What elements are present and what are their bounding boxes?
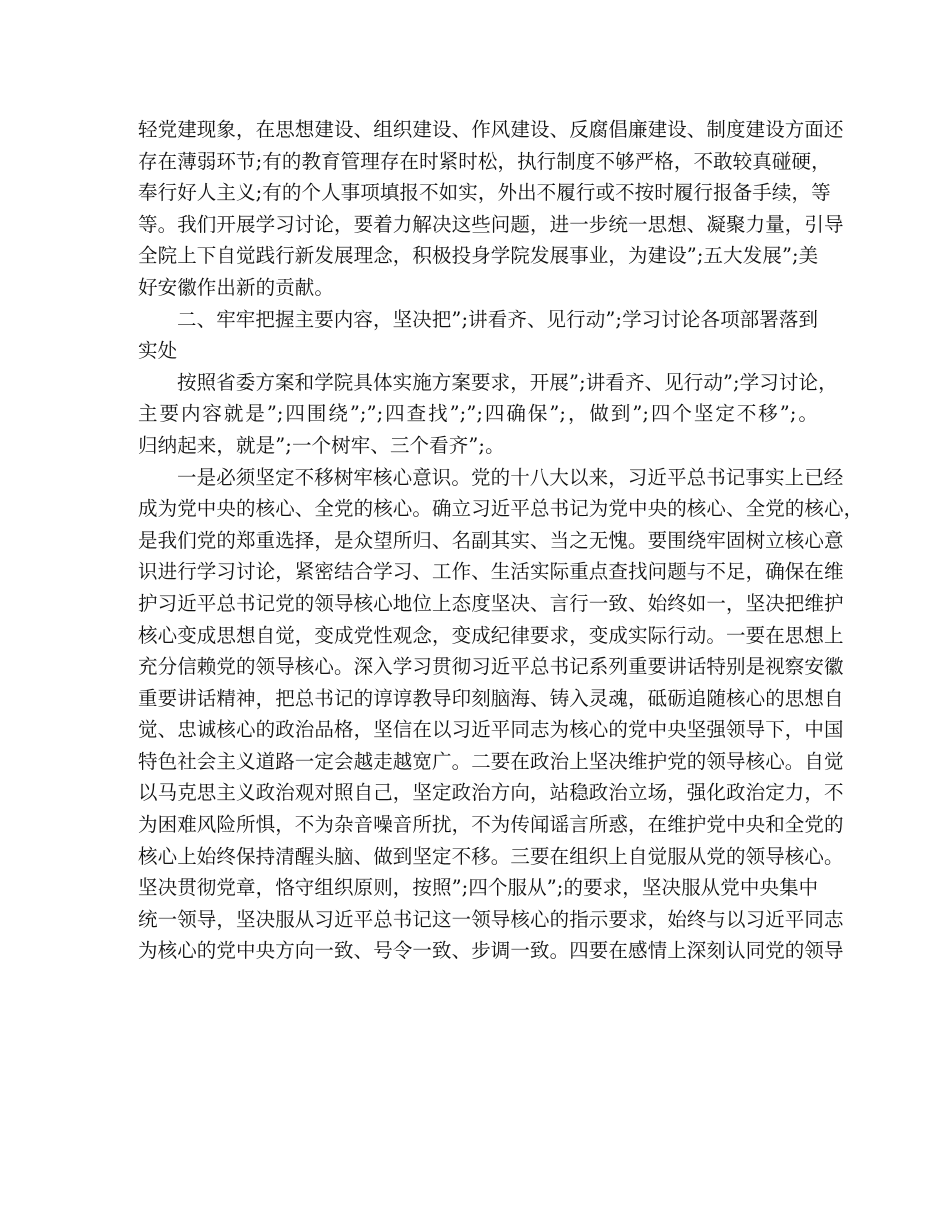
text-line: 以马克思主义政治观对照自己，坚定政治方向，站稳政治立场，强化政治定力，不 bbox=[138, 781, 844, 805]
text-line: 等。我们开展学习讨论，要着力解决这些问题，进一步统一思想、凝聚力量，引导 bbox=[138, 212, 844, 236]
text-line: 实处 bbox=[138, 339, 178, 363]
text-line: 觉、忠诚核心的政治品格，坚信在以习近平同志为核心的党中央坚强领导下，中国 bbox=[138, 718, 844, 742]
text-line: 为困难风险所惧，不为杂音噪音所扰，不为传闻谣言所惑，在维护党中央和全党的 bbox=[138, 813, 844, 837]
text-line: 全院上下自觉践行新发展理念，积极投身学院发展事业，为建设”;五大发展”;美 bbox=[138, 244, 819, 268]
text-line: 是我们党的郑重选择，是众望所归、名副其实、当之无愧。要围绕牢固树立核心意 bbox=[138, 528, 844, 552]
text-line: 为核心的党中央方向一致、号令一致、步调一致。四要在感情上深刻认同党的领导 bbox=[138, 939, 844, 963]
text-line: 特色社会主义道路一定会越走越宽广。二要在政治上坚决维护党的领导核心。自觉 bbox=[138, 749, 844, 773]
document-body-text bbox=[138, 114, 864, 967]
text-line: 奉行好人主义;有的个人事项填报不如实，外出不履行或不按时履行报备手续，等 bbox=[138, 181, 831, 205]
text-line: 统一领导，坚决服从习近平总书记这一领导核心的指示要求，始终与以习近平同志 bbox=[138, 907, 844, 931]
text-line: 存在薄弱环节;有的教育管理存在时紧时松，执行制度不够严格，不敢较真碰硬， bbox=[138, 149, 831, 173]
text-line: 主要内容就是”;四围绕”;”;四查找”;”;四确保”;，做到”;四个坚定不移”;。 bbox=[138, 402, 818, 426]
text-line: 成为党中央的核心、全党的核心。确立习近平总书记为党中央的核心、全党的核心， bbox=[138, 497, 864, 521]
text-line: 充分信赖党的领导核心。深入学习贯彻习近平总书记系列重要讲话特别是视察安徽 bbox=[138, 655, 844, 679]
text-line: 核心上始终保持清醒头脑、做到坚定不移。三要在组织上自觉服从党的领导核心。 bbox=[138, 844, 844, 868]
text-line: 轻党建现象，在思想建设、组织建设、作风建设、反腐倡廉建设、制度建设方面还 bbox=[138, 118, 844, 141]
text-line: 一是必须坚定不移树牢核心意识。党的十八大以来，习近平总书记事实上已经 bbox=[177, 465, 844, 489]
text-line: 按照省委方案和学院具体实施方案要求，开展”;讲看齐、见行动”;学习讨论， bbox=[177, 370, 838, 394]
text-line: 坚决贯彻党章，恪守组织原则，按照”;四个服从”;的要求，坚决服从党中央集中 bbox=[138, 876, 819, 900]
text-line: 二、牢牢把握主要内容，坚决把”;讲看齐、见行动”;学习讨论各项部署落到 bbox=[177, 307, 819, 331]
text-line: 好安徽作出新的贡献。 bbox=[138, 275, 335, 299]
text-line: 护习近平总书记党的领导核心地位上态度坚决、言行一致、始终如一，坚决把维护 bbox=[138, 591, 844, 615]
text-line: 归纳起来，就是”;一个树牢、三个看齐”;。 bbox=[138, 433, 505, 457]
text-line: 识进行学习讨论，紧密结合学习、工作、生活实际重点查找问题与不足，确保在维 bbox=[138, 560, 844, 584]
text-line: 重要讲话精神，把总书记的谆谆教导印刻脑海、铸入灵魂，砥砺追随核心的思想自 bbox=[138, 686, 844, 710]
text-line: 核心变成思想自觉，变成党性观念，变成纪律要求，变成实际行动。一要在思想上 bbox=[138, 623, 844, 647]
